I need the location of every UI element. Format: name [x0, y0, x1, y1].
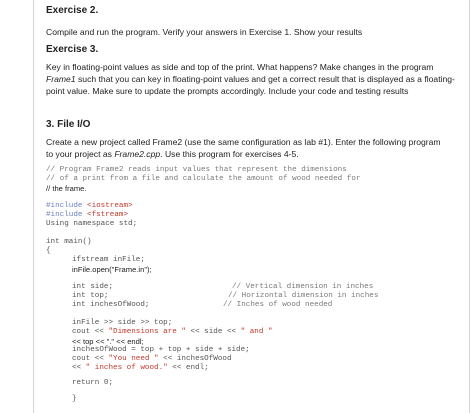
endl-tail: << endl; — [167, 364, 209, 372]
main-brace-open: { — [46, 247, 51, 255]
frame1-name: Frame1 — [46, 74, 76, 84]
cout-you-need — [72, 355, 232, 364]
cout-top-endl: << top << "." << endl; — [72, 337, 144, 346]
iostream-header: <iostream> — [87, 202, 133, 210]
exercise2-line: Compile and run the program. Verify your answers in Exercise 1. Show your results — [46, 27, 363, 37]
decl-side: int side; — [72, 283, 114, 291]
cout-keyword: cout << — [72, 355, 109, 363]
fstream-header: <fstream> — [87, 211, 129, 219]
frame2-filename: Frame2.cpp — [114, 149, 161, 159]
exercise3-line-3: point value. Make sure to update the prompts accordingly. Include your code and testing results — [46, 86, 409, 96]
main-signature: int main() — [46, 238, 92, 246]
decl-inches-of-wood: int inchesOfWood; — [72, 301, 150, 309]
cout-inches-of-wood: << inchesOfWood — [158, 355, 232, 363]
exercise3-text — [46, 61, 455, 97]
include-fstream — [46, 211, 128, 220]
cout-keyword: cout << — [72, 328, 109, 336]
stream-operator: << — [72, 364, 86, 372]
comment-wood: // Inches of wood needed — [223, 301, 333, 309]
section3-heading: 3. File I/O — [46, 119, 91, 130]
main-brace-close: } — [72, 395, 77, 403]
string-inches-of-wood: " inches of wood." — [85, 364, 168, 372]
calc-inches-of-wood: inchesOfWood = top + top + side + side; — [72, 346, 250, 354]
string-and: " and " — [240, 328, 273, 336]
cout-inches-line — [72, 364, 209, 373]
comment-side: // Vertical dimension in inches — [232, 283, 374, 291]
include-keyword: #include — [46, 202, 88, 210]
section3-text — [46, 136, 446, 160]
code-comment-2: // of a print from a file and calculate the amount of wood needed for — [46, 175, 361, 183]
decl-top: int top; — [72, 292, 109, 300]
read-input: inFile >> side >> top; — [72, 319, 173, 327]
section3-line-1: Create a new project called Frame2 (use the same configuration as lab #1). Enter the following program — [46, 137, 441, 147]
string-dimensions: "Dimensions are " — [108, 328, 186, 336]
section3-line-2-rest: . Use this program for exercises 4-5. — [160, 149, 299, 159]
include-keyword: #include — [46, 211, 88, 219]
cout-side: << side << — [185, 328, 241, 336]
code-comment-1: // Program Frame2 reads input values that represent the dimensions — [46, 166, 347, 174]
exercise3-line-2 — [46, 73, 455, 85]
exercise3-line-2-rest: such that you can key in floating-point values and get a correct result that is displayed as a floating- — [75, 74, 455, 84]
exercise2-text — [46, 26, 446, 38]
section3-line-2 — [46, 148, 446, 160]
string-you-need: "You need " — [108, 355, 159, 363]
code-comment-3: // the frame. — [46, 184, 87, 193]
cout-dimensions — [72, 328, 273, 337]
comment-top: // Horizontal dimension in inches — [228, 292, 379, 300]
open-file: inFile.open("Frame.in"); — [72, 265, 152, 274]
section3-line-2-prefix: to your project as — [46, 149, 115, 159]
include-iostream — [46, 202, 133, 211]
decl-ifstream: ifstream inFile; — [72, 256, 145, 264]
exercise2-heading: Exercise 2. — [46, 5, 99, 16]
exercise3-heading: Exercise 3. — [46, 44, 99, 55]
exercise3-line-1: Key in floating-point values as side and top of the print. What happens? Make changes in the program — [46, 62, 434, 72]
return-statement: return 0; — [72, 379, 114, 387]
using-namespace: Using namespace std; — [46, 220, 138, 228]
